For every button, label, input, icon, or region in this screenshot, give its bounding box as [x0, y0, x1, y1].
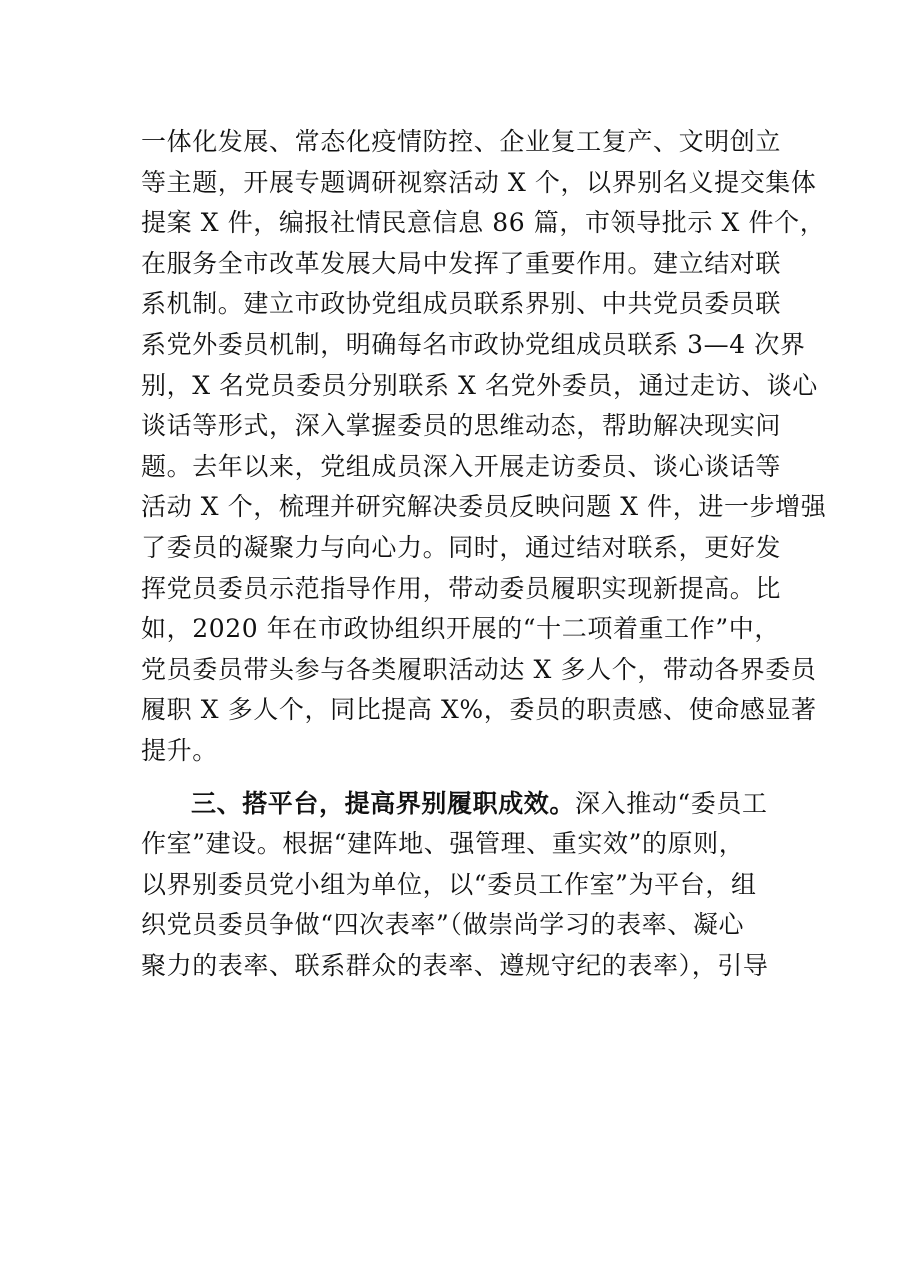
text-line: 别，X 名党员委员分别联系 X 名党外委员，通过走访、谈心 [141, 370, 818, 400]
text-line: 了委员的凝聚力与向心力。同时，通过结对联系，更好发 [141, 532, 782, 562]
text-line: 等主题，开展专题调研视察活动 X 个，以界别名义提交集体 [141, 167, 817, 197]
text-line: 织党员委员争做“四次表率”（做崇尚学习的表率、凝心 [141, 910, 745, 940]
text-line: 党员委员带头参与各类履职活动达 X 多人个，带动各界委员 [141, 654, 817, 684]
text-line: 如，2020 年在市政协组织开展的“十二项着重工作”中， [141, 614, 780, 644]
text-line: 活动 X 个，梳理并研究解决委员反映问题 X 件，进一步增强 [141, 492, 827, 522]
text-line: 作室”建设。根据“建阵地、强管理、重实效”的原则， [141, 829, 745, 859]
section-three-paragraph [141, 784, 781, 987]
paragraph-gap [141, 772, 781, 784]
text-line: 以界别委员党小组为单位，以“委员工作室”为平台，组 [141, 869, 757, 899]
text-line: 提案 X 件，编报社情民意信息 86 篇，市领导批示 X 件个， [141, 208, 826, 238]
section-heading: 三、搭平台，提高界别履职成效。 [191, 788, 576, 818]
text-line [141, 784, 781, 825]
text-line: 谈话等形式，深入掌握委员的思维动态，帮助解决现实问 [141, 411, 782, 441]
text-line: 题。去年以来，党组成员深入开展走访委员、谈心谈话等 [141, 451, 782, 481]
section-text: 深入推动“委员工 [575, 788, 768, 818]
text-line: 提升。 [141, 735, 218, 765]
text-line: 一体化发展、常态化疫情防控、企业复工复产、文明创立 [141, 127, 782, 156]
text-line: 挥党员委员示范指导作用，带动委员履职实现新提高。比 [141, 573, 782, 603]
text-line: 在服务全市改革发展大局中发挥了重要作用。建立结对联 [141, 248, 782, 278]
document-body [141, 122, 827, 986]
paragraph-continued [141, 122, 827, 772]
text-line: 系党外委员机制，明确每名市政协党组成员联系 3—4 次界 [141, 329, 806, 359]
text-line: 履职 X 多人个，同比提高 X%，委员的职责感、使命感显著 [141, 695, 817, 725]
text-line: 聚力的表率、联系群众的表率、遵规守纪的表率），引导 [141, 950, 769, 980]
text-line: 系机制。建立市政协党组成员联系界别、中共党员委员联 [141, 289, 782, 319]
